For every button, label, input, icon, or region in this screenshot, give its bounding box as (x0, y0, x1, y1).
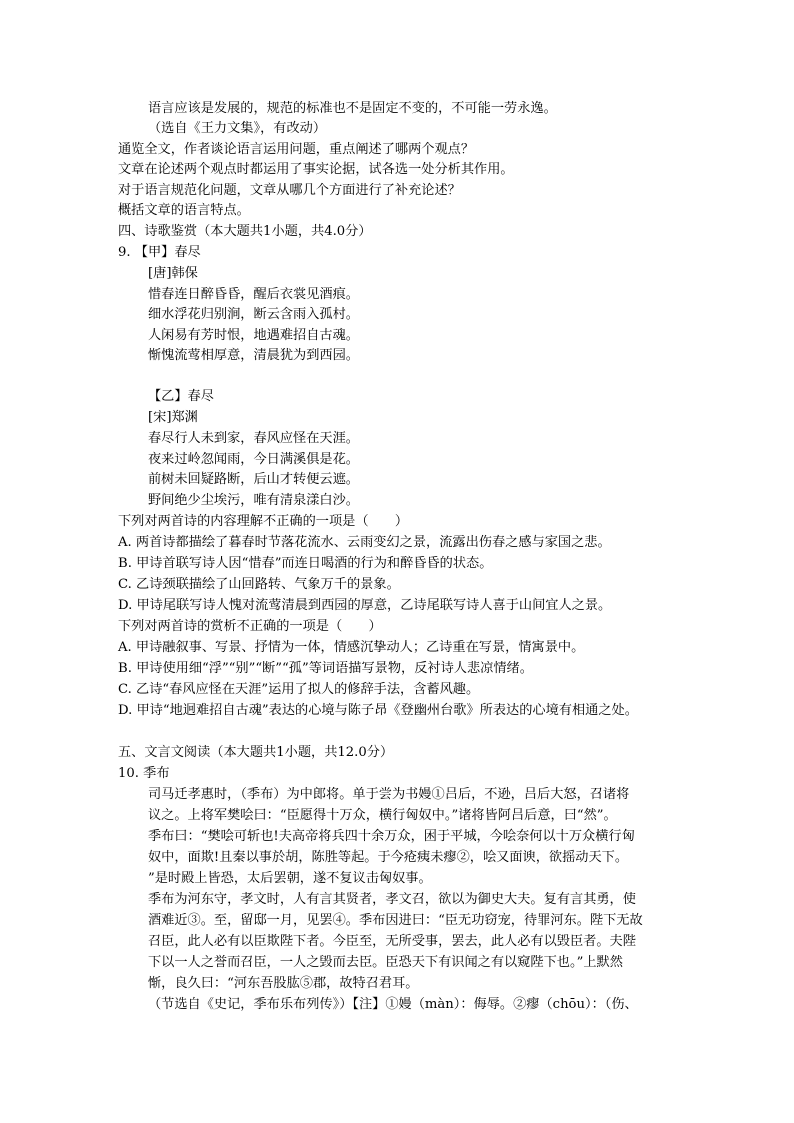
answer-option: C. 乙诗“春风应怪在天涯”运用了拟人的修辞手法，含蓄风趣。 (118, 682, 480, 697)
essay-closing-line: 语言应该是发展的，规范的标准也不是固定不变的，不可能一劳永逸。 (148, 101, 557, 116)
poem-line: 春尽行人未到家，春风应怪在天涯。 (148, 431, 359, 446)
poem-a-title: 9. 【甲】春尽 (118, 245, 201, 260)
poem-line: 惭愧流莺相厚意，清晨犹为到西园。 (148, 348, 359, 363)
passage-line: 季布为河东守，孝文时，人有言其贤者，孝文召，欲以为御史大夫。复有言其勇，使 (148, 892, 636, 907)
question-line: 对于语言规范化问题，文章从哪几个方面进行了补充论述？ (118, 183, 461, 198)
section-heading: 四、诗歌鉴赏（本大题共1小题，共4.0分） (118, 224, 372, 239)
section-heading: 五、文言文阅读（本大题共1小题，共12.0分） (118, 745, 394, 760)
passage-title: 10. 季布 (118, 766, 170, 781)
question-stem: 下列对两首诗的内容理解不正确的一项是（ ） (118, 514, 409, 529)
question-line: 通览全文，作者谈论语言运用问题，重点阐述了哪两个观点？ (118, 142, 475, 157)
passage-line: 酒难近③。至，留邸一月，见罢④。季布因进曰：“臣无功窃宠，待罪河东。陛下无故 (148, 913, 643, 928)
answer-option: C. 乙诗颈联描绘了山回路转、气象万千的景象。 (118, 577, 400, 592)
poem-line: 野间绝少尘埃污，唯有清泉漾白沙。 (148, 493, 359, 508)
poem-line: 前树未回疑路断，后山才转便云遮。 (148, 472, 359, 487)
poem-line: 人闲易有芳时恨，地遇难招自古魂。 (148, 328, 359, 343)
answer-option: B. 甲诗首联写诗人因“惜春”而连日喝酒的行为和醉昏昏的状态。 (118, 556, 493, 571)
poem-b-author: [宋]郑渊 (148, 410, 198, 425)
poem-line: 细水浮花归别涧，断云含雨入孤村。 (148, 307, 359, 322)
passage-line: ”是时殿上皆恐，太后罢朝，遂不复议击匈奴事。 (148, 871, 432, 886)
passage-line: 季布曰：“樊哙可斩也!夫高帝将兵四十余万众，困于平城，今哙奈何以十万众横行匈 (148, 829, 635, 844)
passage-line: 召臣，此人必有以臣欺陛下者。今臣至，无所受事，罢去，此人必有以毁臣者。夫陛 (148, 934, 636, 949)
question-line: 文章在论述两个观点时都运用了事实论据，试各选一处分析其作用。 (118, 162, 514, 177)
passage-line: 议之。上将军樊哙曰：“臣愿得十万众，横行匈奴中。”诸将皆阿吕后意，曰“然”。 (148, 808, 617, 823)
question-line: 概括文章的语言特点。 (118, 203, 250, 218)
poem-line: 夜来过岭忽闻雨，今日满溪俱是花。 (148, 452, 359, 467)
poem-a-author: [唐]韩保 (148, 266, 198, 281)
question-stem: 下列对两首诗的赏析不正确的一项是（ ） (118, 619, 382, 634)
essay-source-line: （选自《王力文集》，有改动） (148, 121, 327, 136)
answer-option: B. 甲诗使用细“浮”“别”“断”“孤”等词语描写景物，反衬诗人悲凉情绪。 (118, 661, 533, 676)
poem-b-title: 【乙】春尽 (148, 389, 214, 404)
passage-source-and-notes: （节选自《史记，季布乐布列传》）【注】①嫚（màn）：侮辱。②瘳（chōu）：（伤、 (148, 997, 638, 1012)
answer-option: A. 甲诗融叙事、写景、抒情为一体，情感沉挚动人；乙诗重在写景，情寓景中。 (118, 640, 585, 655)
answer-option: D. 甲诗尾联写诗人愧对流莺清晨到西园的厚意，乙诗尾联写诗人喜于山间宜人之景。 (118, 598, 612, 613)
passage-line: 司马迁孝惠时，（季布）为中郎将。单于尝为书嫚①吕后，不逊，吕后大怒，召诸将 (148, 787, 630, 802)
poem-line: 惜春连日醉昏昏，醒后衣裳见酒痕。 (148, 287, 359, 302)
answer-option: D. 甲诗“地迥难招自古魂”表达的心境与陈子昂《登幽州台歌》所表达的心境有相通之处。 (118, 703, 638, 718)
passage-line: 下以一人之誉而召臣，一人之毁而去臣。臣恐天下有识闻之有以窥陛下也。”上默然 (148, 955, 623, 970)
passage-line: 惭，良久曰：“河东吾股肱⑤郡，故特召君耳。 (148, 976, 419, 991)
answer-option: A. 两首诗都描绘了暮春时节落花流水、云雨变幻之景，流露出伤春之感与家国之悲。 (118, 535, 611, 550)
passage-line: 奴中，面欺!且秦以事於胡，陈胜等起。于今疮痍未瘳②，哙又面谀，欲摇动天下。 (148, 850, 629, 865)
